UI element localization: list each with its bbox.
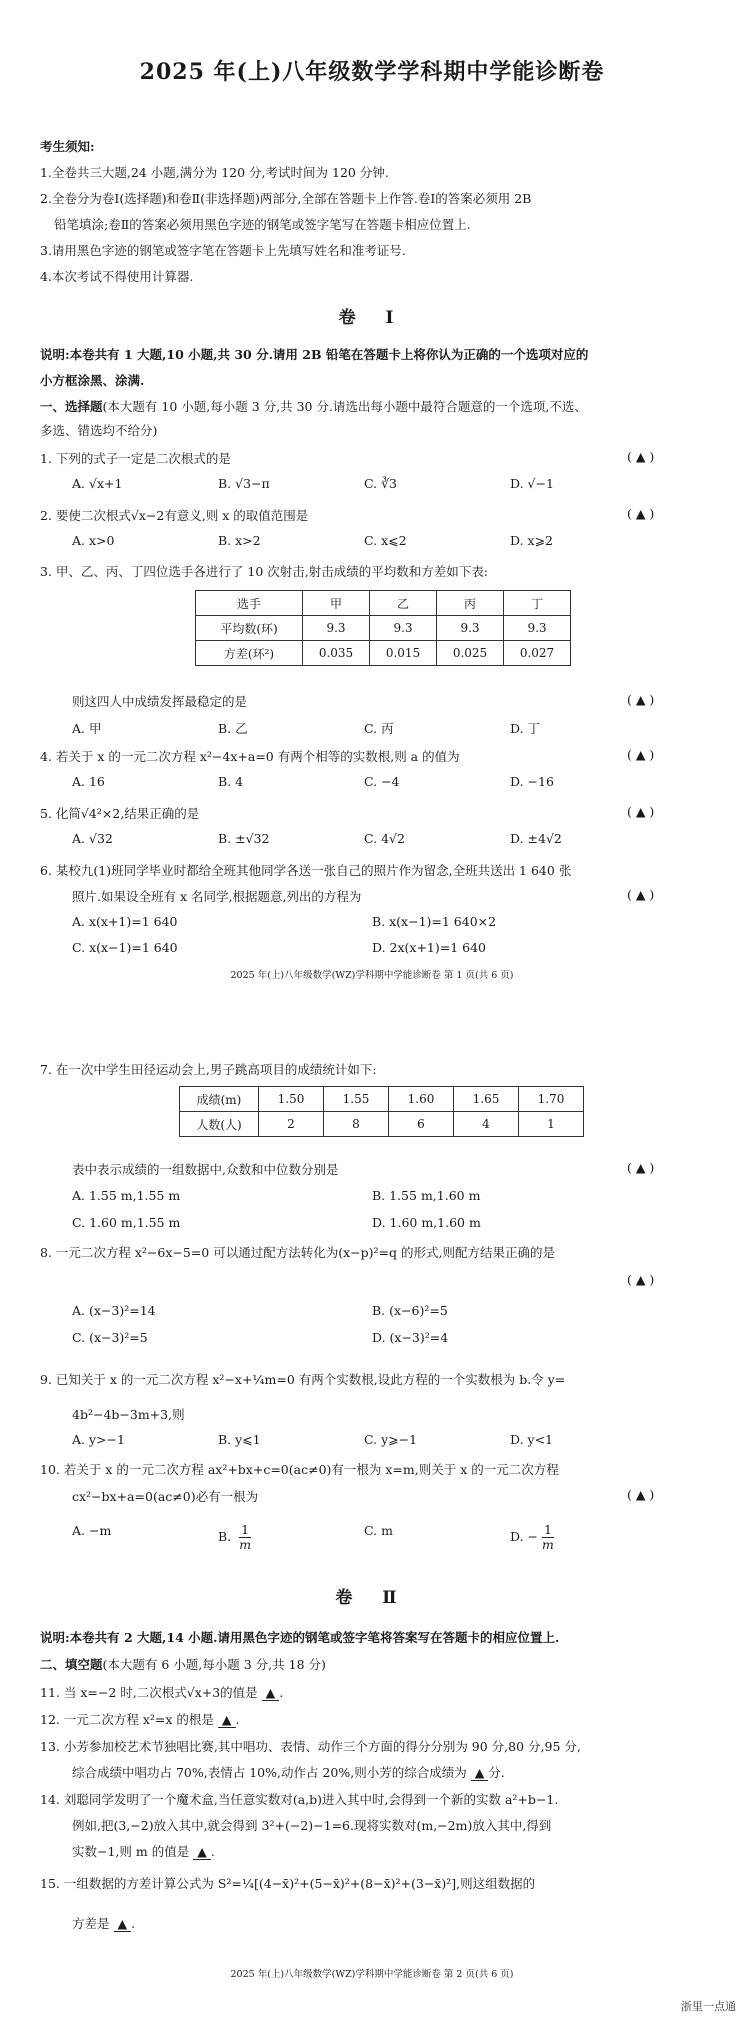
option-b: B. ±√32 (218, 831, 270, 846)
question-14: 14. 刘聪同学发明了一个魔术盒,当任意实数对(a,b)进入其中时,会得到一个新的实数 a²+b−1. (40, 1792, 559, 1807)
table-cell: 1.55 (324, 1087, 389, 1112)
option-d: D. 丁 (510, 721, 541, 736)
option-label: B. (218, 1529, 232, 1544)
option-a: A. √x+1 (72, 476, 123, 491)
notice-item: 铅笔填涂;卷Ⅱ的答案必须用黑色字迹的钢笔或签字笔写在答题卡相应位置上. (54, 217, 471, 232)
answer-mark: ( ▲ ) (627, 1487, 655, 1502)
question-9-cont: 4b²−4b−3m+3,则 (72, 1407, 185, 1422)
answer-blank: ▲ (218, 1712, 236, 1728)
option-b (218, 1523, 251, 1552)
question-text: 12. 一元二次方程 x²=x 的根是 (40, 1712, 214, 1727)
option-b: B. 1.55 m,1.60 m (372, 1188, 481, 1203)
option-c: C. x(x−1)=1 640 (72, 940, 178, 955)
option-a: A. 16 (72, 774, 105, 789)
notice-heading: 考生须知: (40, 139, 95, 154)
table-cell: 1.60 (389, 1087, 454, 1112)
part1-instruction: 小方框涂黑、涂满. (40, 373, 145, 388)
fraction (542, 1523, 554, 1552)
question-10: 10. 若关于 x 的一元二次方程 ax²+bx+c=0(ac≠0)有一根为 x=m,则关于 x 的一元二次方程 (40, 1462, 559, 1477)
answer-blank: ▲ (262, 1685, 280, 1701)
table-cell: 0.025 (437, 641, 504, 666)
table-cell: 0.035 (303, 641, 370, 666)
option-d: D. (x−3)²=4 (372, 1330, 449, 1345)
fraction-denominator: m (239, 1537, 252, 1552)
question-14-cont: 实数−1,则 m 的值是 ▲ . (72, 1844, 215, 1859)
score-table (195, 590, 571, 666)
answer-mark: ( ▲ ) (627, 1160, 655, 1175)
answer-blank: ▲ (193, 1844, 211, 1860)
part1-instruction: 说明:本卷共有 1 大题,10 小题,共 30 分.请用 2B 铅笔在答题卡上将你认为正确的一个选项对应的 (40, 347, 589, 362)
answer-mark: ( ▲ ) (627, 804, 655, 819)
option-c: C. x⩽2 (364, 533, 407, 548)
option-b: B. 4 (218, 774, 244, 789)
option-a: A. −m (72, 1523, 112, 1538)
question-text: 综合成绩中唱功占 70%,表情占 10%,动作占 20%,则小芳的综合成绩为 (72, 1765, 467, 1780)
option-c: C. 丙 (364, 721, 394, 736)
table-cell: 0.015 (370, 641, 437, 666)
question-text: 实数−1,则 m 的值是 (72, 1844, 190, 1859)
option-d: D. x⩾2 (510, 533, 553, 548)
question-12: 12. 一元二次方程 x²=x 的根是 ▲ . (40, 1712, 240, 1727)
table-cell: 丙 (437, 591, 504, 616)
question-6: 6. 某校九(1)班同学毕业时都给全班其他同学各送一张自己的照片作为留念,全班共送出 1 640 张 (40, 863, 572, 878)
option-c: C. 1.60 m,1.55 m (72, 1215, 181, 1230)
question-8: 8. 一元二次方程 x²−6x−5=0 可以通过配方法转化为(x−p)²=q 的形式,则配方结果正确的是 (40, 1245, 555, 1260)
option-c: C. −4 (364, 774, 400, 789)
table-cell: 选手 (196, 591, 303, 616)
question-15: 15. 一组数据的方差计算公式为 S²=¼[(4−x̄)²+(5−x̄)²+(8−x̄)²+(3−x̄)²],则这组数据的 (40, 1876, 536, 1891)
option-a: A. x(x+1)=1 640 (72, 914, 178, 929)
option-a: A. x>0 (72, 533, 115, 548)
table-cell: 甲 (303, 591, 370, 616)
question-text: 分. (488, 1765, 505, 1780)
page-footer: 2025 年(上)八年级数学(WZ)学科期中学能诊断卷 第 2 页(共 6 页) (230, 1969, 514, 1980)
table-cell: 1 (519, 1112, 584, 1137)
table-cell: 丁 (504, 591, 571, 616)
option-b: B. x(x−1)=1 640×2 (372, 914, 497, 929)
option-d: D. ±4√2 (510, 831, 562, 846)
option-a: A. 甲 (72, 721, 102, 736)
question-4: 4. 若关于 x 的一元二次方程 x²−4x+a=0 有两个相等的实数根,则 a 的值为 (40, 749, 460, 764)
fraction-denominator: m (542, 1537, 554, 1552)
question-3: 3. 甲、乙、丙、丁四位选手各进行了 10 次射击,射击成绩的平均数和方差如下表: (40, 564, 488, 579)
table-row (196, 591, 571, 616)
fraction-numerator: 1 (543, 1522, 552, 1537)
question-5: 5. 化简√4²×2,结果正确的是 (40, 806, 200, 821)
option-b: B. √3−π (218, 476, 270, 491)
section-title: 二、填空题 (40, 1657, 103, 1672)
answer-mark: ( ▲ ) (627, 449, 655, 464)
question-2: 2. 要使二次根式√x−2有意义,则 x 的取值范围是 (40, 508, 309, 523)
part2-title: 卷 Ⅱ (335, 1588, 409, 1608)
table-row (180, 1087, 584, 1112)
option-b: B. 乙 (218, 721, 248, 736)
part2-instruction: 说明:本卷共有 2 大题,14 小题.请用黑色字迹的钢笔或签字笔将答案写在答题卡的相应位置上. (40, 1630, 560, 1645)
table-cell: 成绩(m) (180, 1087, 259, 1112)
question-13: 13. 小芳参加校艺术节独唱比赛,其中唱功、表情、动作三个方面的得分分别为 90 分,80 分,95 分, (40, 1739, 581, 1754)
option-a: A. y>−1 (72, 1432, 125, 1447)
notice-item: 3.请用黑色字迹的钢笔或签字笔在答题卡上先填写姓名和准考证号. (40, 243, 406, 258)
question-11: 11. 当 x=−2 时,二次根式√x+3的值是 ▲ . (40, 1685, 284, 1700)
section-desc: 多选、错选均不给分) (40, 423, 158, 438)
question-14-cont: 例如,把(3,−2)放入其中,就会得到 3²+(−2)−1=6.现将实数对(m,−2m)放入其中,得到 (72, 1818, 552, 1833)
option-c: C. y⩾−1 (364, 1432, 418, 1447)
table-cell: 平均数(环) (196, 616, 303, 641)
option-b: B. (x−6)²=5 (372, 1303, 448, 1318)
fraction-numerator: 1 (241, 1522, 250, 1537)
option-a: A. (x−3)²=14 (72, 1303, 156, 1318)
option-d: D. 2x(x+1)=1 640 (372, 940, 487, 955)
table-cell: 1.50 (259, 1087, 324, 1112)
page-title: 2025 年(上)八年级数学学科期中学能诊断卷 (139, 59, 605, 85)
question-15-cont: 方差是 ▲ . (72, 1916, 136, 1931)
section-title: 一、选择题 (40, 399, 103, 414)
question-10-cont: cx²−bx+a=0(ac≠0)必有一根为 (72, 1489, 259, 1504)
option-d: D. −16 (510, 774, 554, 789)
option-d: D. y<1 (510, 1432, 554, 1447)
fraction (239, 1523, 251, 1552)
high-jump-table (179, 1086, 584, 1137)
answer-blank: ▲ (471, 1765, 489, 1781)
question-text: 方差是 (72, 1916, 110, 1931)
table-cell: 9.3 (370, 616, 437, 641)
section-desc: (本大题有 10 小题,每小题 3 分,共 30 分.请选出每小题中最符合题意的一个选项,不选、 (102, 399, 587, 414)
question-1: 1. 下列的式子一定是二次根式的是 (40, 451, 231, 466)
question-3-stem: 则这四人中成绩发挥最稳定的是 (72, 694, 248, 709)
question-7: 7. 在一次中学生田径运动会上,男子跳高项目的成绩统计如下: (40, 1062, 377, 1077)
table-cell: 1.65 (454, 1087, 519, 1112)
page-footer: 2025 年(上)八年级数学(WZ)学科期中学能诊断卷 第 1 页(共 6 页) (230, 970, 514, 981)
question-13-cont (72, 1763, 505, 1781)
option-c: C. ∛3 (364, 476, 397, 491)
table-cell: 4 (454, 1112, 519, 1137)
notice-item: 4.本次考试不得使用计算器. (40, 269, 194, 284)
notice-item: 2.全卷分为卷Ⅰ(选择题)和卷Ⅱ(非选择题)两部分,全部在答题卡上作答.卷Ⅰ的答案必须用 2B (40, 191, 532, 206)
table-row (196, 641, 571, 666)
option-b: B. x>2 (218, 533, 261, 548)
answer-mark: ( ▲ ) (627, 747, 655, 762)
option-d (510, 1523, 554, 1552)
table-cell: 9.3 (504, 616, 571, 641)
option-c: C. m (364, 1523, 393, 1538)
question-7-stem: 表中表示成绩的一组数据中,众数和中位数分别是 (72, 1162, 339, 1177)
option-label: D. − (510, 1529, 538, 1544)
section-header (40, 397, 587, 415)
option-c: C. (x−3)²=5 (72, 1330, 148, 1345)
table-cell: 0.027 (504, 641, 571, 666)
question-9: 9. 已知关于 x 的一元二次方程 x²−x+¼m=0 有两个实数根,设此方程的一个实数根为 b.令 y= (40, 1372, 566, 1387)
option-d: D. 1.60 m,1.60 m (372, 1215, 481, 1230)
option-d: D. √−1 (510, 476, 554, 491)
watermark: 浙里一点通 (681, 2000, 736, 2013)
table-cell: 9.3 (437, 616, 504, 641)
answer-mark: ( ▲ ) (627, 887, 655, 902)
answer-mark: ( ▲ ) (627, 1272, 655, 1287)
table-cell: 方差(环²) (196, 641, 303, 666)
table-row (196, 616, 571, 641)
option-c: C. 4√2 (364, 831, 405, 846)
answer-mark: ( ▲ ) (627, 692, 655, 707)
option-a: A. √32 (72, 831, 113, 846)
table-cell: 人数(人) (180, 1112, 259, 1137)
table-cell: 2 (259, 1112, 324, 1137)
question-text: 11. 当 x=−2 时,二次根式√x+3的值是 (40, 1685, 258, 1700)
table-cell: 8 (324, 1112, 389, 1137)
table-row (180, 1112, 584, 1137)
answer-mark: ( ▲ ) (627, 506, 655, 521)
table-cell: 6 (389, 1112, 454, 1137)
option-a: A. 1.55 m,1.55 m (72, 1188, 181, 1203)
section-header (40, 1655, 326, 1673)
table-cell: 9.3 (303, 616, 370, 641)
question-6-cont: 照片.如果设全班有 x 名同学,根据题意,列出的方程为 (72, 889, 362, 904)
table-cell: 1.70 (519, 1087, 584, 1112)
notice-item: 1.全卷共三大题,24 小题,满分为 120 分,考试时间为 120 分钟. (40, 165, 389, 180)
part1-title: 卷 Ⅰ (338, 308, 406, 328)
table-cell: 乙 (370, 591, 437, 616)
section-desc: (本大题有 6 小题,每小题 3 分,共 18 分) (102, 1657, 326, 1672)
option-b: B. y⩽1 (218, 1432, 261, 1447)
answer-blank: ▲ (114, 1916, 132, 1932)
